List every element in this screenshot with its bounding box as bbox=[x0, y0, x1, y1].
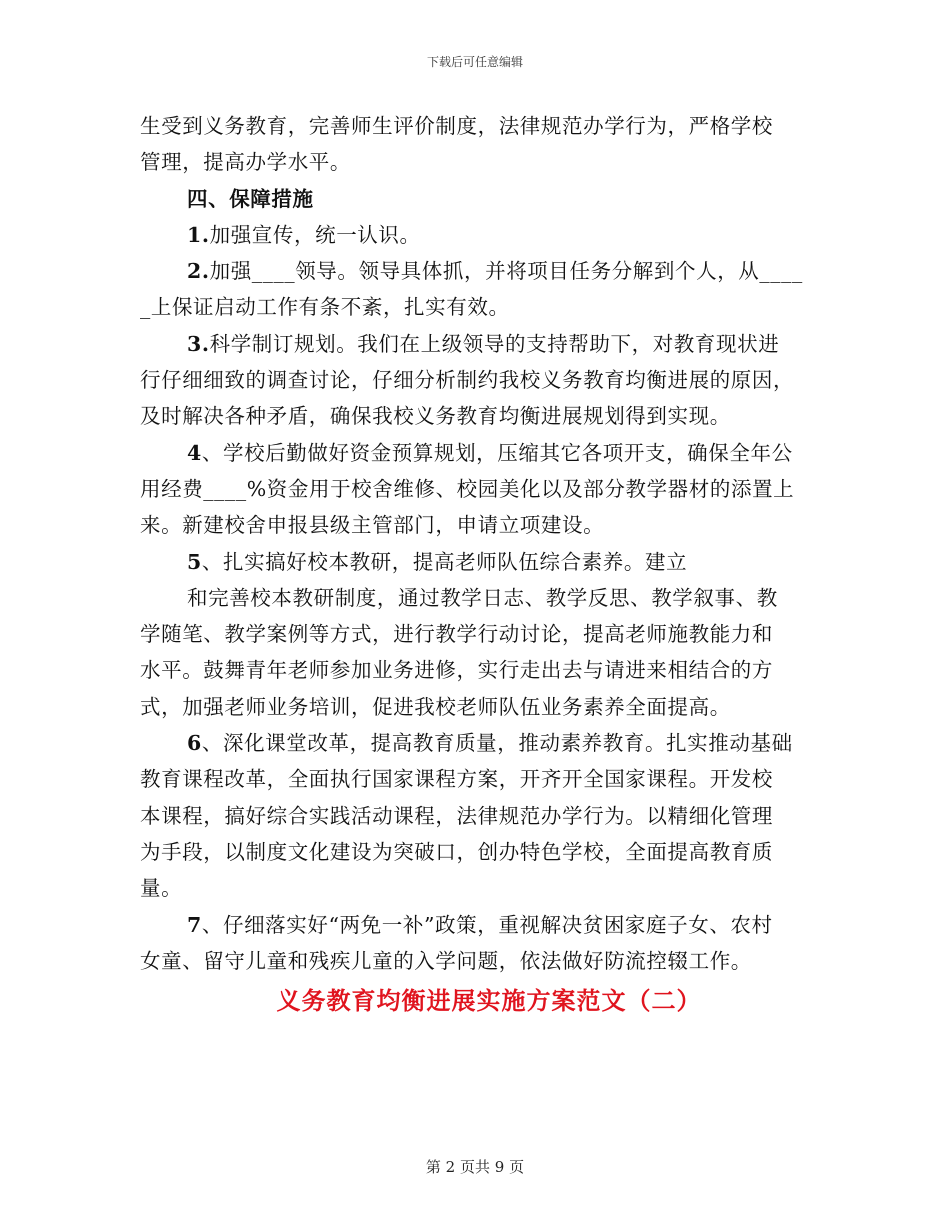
paragraph-line: 本课程，搞好综合实践活动课程，法律规范办学行为。以精细化管理 bbox=[140, 803, 773, 828]
paragraph-line: 行仔细细致的调查讨论，仔细分析制约我校义务教育均衡进展的原因， bbox=[140, 368, 795, 393]
paragraph-line: 式，加强老师业务培训，促进我校老师队伍业务素养全面提高。 bbox=[140, 694, 731, 719]
list-item-4 bbox=[140, 435, 820, 471]
item-number: 5 bbox=[187, 549, 202, 574]
paragraph-line: 来。新建校舍申报县级主管部门，申请立项建设。 bbox=[140, 513, 605, 538]
item-number: 1. bbox=[187, 222, 210, 247]
header-note: 下载后可任意编辑 bbox=[426, 55, 523, 69]
item-text: 加强____领导。领导具体抓，并将项目任务分解到个人，从____ bbox=[209, 259, 803, 284]
item-number: 6 bbox=[187, 731, 202, 756]
section-heading: 四、保障措施 bbox=[187, 186, 314, 211]
paragraph-line: 用经费____%资金用于校舍维修、校园美化以及部分教学器材的添置上 bbox=[140, 476, 795, 501]
item-text: 、学校后勤做好资金预算规划，压缩其它各项开支，确保全年公 bbox=[201, 440, 793, 465]
paragraph-line: 和完善校本教研制度，通过教学日志、教学反思、教学叙事、教 bbox=[187, 585, 778, 610]
list-item-3 bbox=[140, 326, 820, 362]
item-number: 3. bbox=[187, 331, 210, 356]
item-text: 科学制订规划。我们在上级领导的支持帮助下，对教育现状进 bbox=[209, 331, 780, 356]
document-title: 义务教育均衡进展实施方案范文（二） bbox=[276, 986, 702, 1016]
list-item-2 bbox=[140, 253, 820, 289]
paragraph-line: 女童、留守儿童和残疾儿童的入学问题，依法做好防流控辍工作。 bbox=[140, 948, 752, 973]
paragraph-line: 水平。鼓舞青年老师参加业务进修，实行走出去与请进来相结合的方 bbox=[140, 658, 773, 683]
item-text: 、深化课堂改革，提高教育质量，推动素养教育。扎实推动基础 bbox=[201, 731, 793, 756]
item-text: 、扎实搞好校本教研，提高老师队伍综合素养。建立 bbox=[201, 549, 688, 574]
document-body bbox=[140, 108, 820, 1019]
list-item-7 bbox=[140, 907, 820, 943]
paragraph-line: _上保证启动工作有条不紊，扎实有效。 bbox=[140, 295, 510, 320]
item-number: 7 bbox=[187, 912, 202, 937]
paragraph-line: 教育课程改革，全面执行国家课程方案，开齐开全国家课程。开发校 bbox=[140, 767, 773, 792]
paragraph-line: 生受到义务教育，完善师生评价制度，法律规范办学行为，严格学校 bbox=[140, 114, 773, 138]
paragraph-line: 管理，提高办学水平。 bbox=[140, 150, 351, 175]
item-number: 4 bbox=[187, 440, 202, 465]
paragraph-line: 学随笔、教学案例等方式，进行教学行动讨论，提高老师施教能力和 bbox=[140, 622, 773, 647]
list-item-1 bbox=[140, 217, 820, 253]
list-item-5 bbox=[140, 544, 820, 580]
paragraph-line: 为手段，以制度文化建设为突破口，创办特色学校，全面提高教育质 bbox=[140, 839, 773, 864]
paragraph-line: 及时解决各种矛盾，确保我校义务教育均衡进展规划得到实现。 bbox=[140, 404, 731, 429]
item-text: 、仔细落实好“两免一补”政策，重视解决贫困家庭子女、农村 bbox=[201, 912, 773, 937]
item-number: 2. bbox=[187, 259, 210, 284]
list-item-6 bbox=[140, 725, 820, 761]
item-text: 加强宣传，统一认识。 bbox=[209, 222, 421, 247]
paragraph-line: 量。 bbox=[140, 876, 183, 901]
page-number: 第 2 页共 9 页 bbox=[425, 1158, 525, 1176]
